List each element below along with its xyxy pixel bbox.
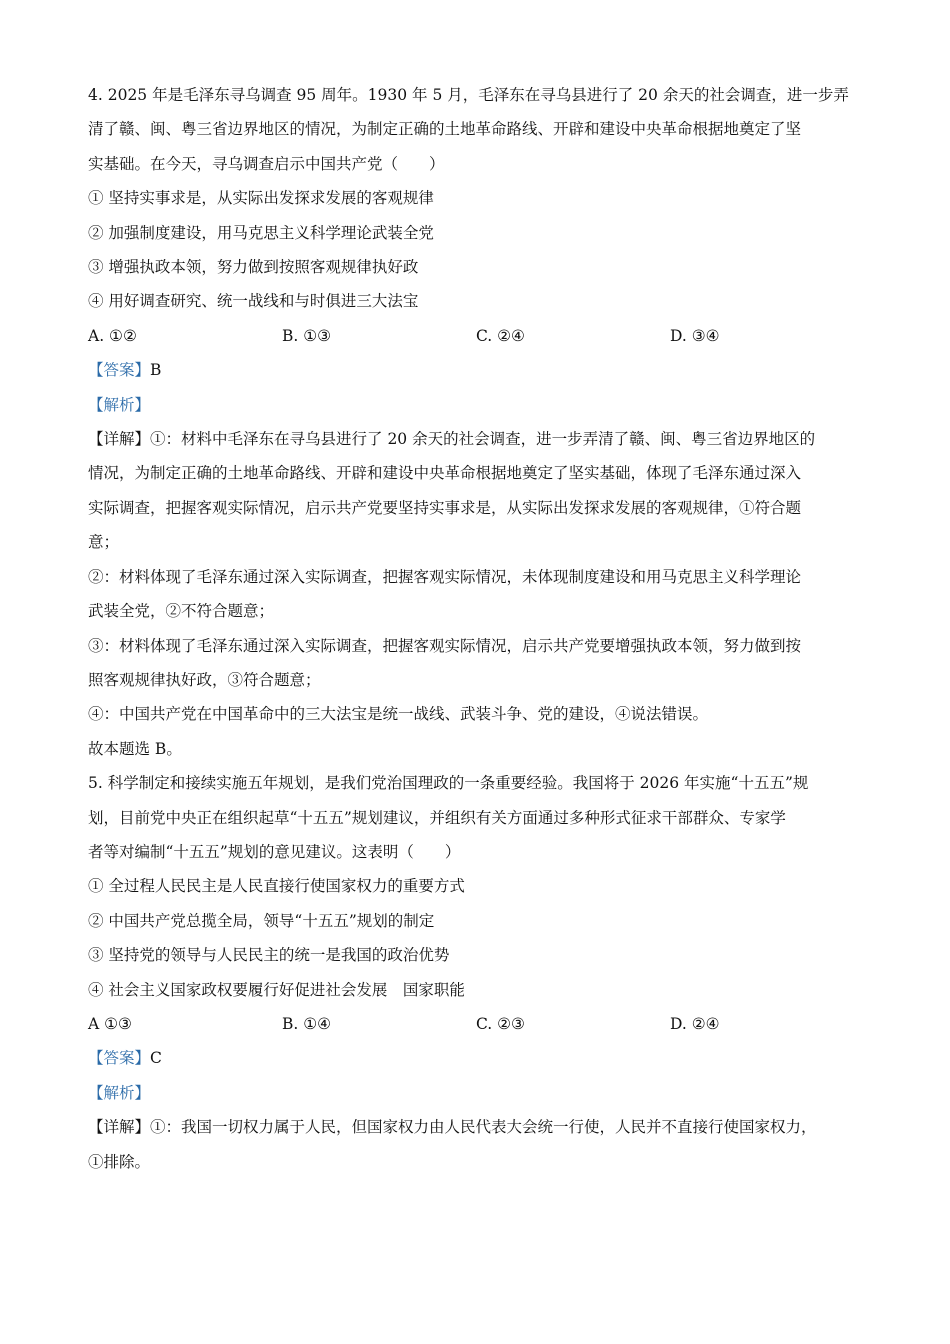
answer-options xyxy=(88,1007,868,1041)
document-page xyxy=(88,78,868,1179)
detail-line xyxy=(88,1110,868,1144)
statement-item: ② 中国共产党总揽全局，领导“十五五”规划的制定 xyxy=(88,911,435,930)
answer-label: 【答案】 xyxy=(88,1049,151,1068)
question-stem: 4. 2025 年是毛泽东寻乌调查 95 周年。1930 年 5 月，毛泽东在寻乌县进行了 20 余天的社会调查，进一步弄 xyxy=(88,86,849,104)
statement-item: ① 坚持实事求是，从实际出发探求发展的客观规律 xyxy=(88,189,434,208)
detail-label: 【详解】 xyxy=(88,430,151,449)
conclusion-text: 故本题选 B。 xyxy=(88,739,182,758)
question-stem: 清了赣、闽、粤三省边界地区的情况，为制定正确的土地革命路线、开辟和建设中央革命根据地奠定了坚 xyxy=(88,120,802,139)
statement-item: ③ 坚持党的领导与人民民主的统一是我国的政治优势 xyxy=(88,946,450,965)
answer-value: B xyxy=(150,361,162,380)
statement-item: ④ 社会主义国家政权要履行好促进社会发展 国家职能 xyxy=(88,980,465,999)
detail-text: ①排除。 xyxy=(88,1152,151,1171)
analysis-label: 【解析】 xyxy=(88,395,151,414)
detail-line xyxy=(88,422,868,456)
statement-item: ① 全过程人民民主是人民直接行使国家权力的重要方式 xyxy=(88,877,465,896)
analysis-line xyxy=(88,388,868,422)
answer-line xyxy=(88,353,868,387)
option-d: D. ②④ xyxy=(670,1014,720,1033)
detail-text: ④：中国共产党在中国革命中的三大法宝是统一战线、武装斗争、党的建设，④说法错误。 xyxy=(88,705,709,724)
option-b: B. ①③ xyxy=(282,326,332,345)
detail-text: ①：我国一切权力属于人民，但国家权力由人民代表大会统一行使，人民并不直接行使国家权力， xyxy=(150,1118,817,1137)
detail-text: 照客观规律执好政，③符合题意； xyxy=(88,670,321,689)
analysis-label: 【解析】 xyxy=(88,1083,151,1102)
option-b: B. ①④ xyxy=(282,1014,332,1033)
question-stem: 划，目前党中央正在组织起草“十五五”规划建议，并组织有关方面通过多种形式征求干部群众、专家学 xyxy=(88,808,786,827)
detail-text: 意； xyxy=(88,533,120,552)
answer-line xyxy=(88,1041,868,1075)
detail-text: 实际调查，把握客观实际情况，启示共产党要坚持实事求是，从实际出发探求发展的客观规律，①符合题 xyxy=(88,498,802,517)
option-c: C. ②④ xyxy=(476,326,525,345)
detail-text: ②：材料体现了毛泽东通过深入实际调查，把握客观实际情况，未体现制度建设和用马克思主义科学理论 xyxy=(88,567,802,586)
question-stem: 实基础。在今天，寻乌调查启示中国共产党（ ） xyxy=(88,154,445,173)
detail-text: ①：材料中毛泽东在寻乌县进行了 20 余天的社会调查，进一步弄清了赣、闽、粤三省边界地区的 xyxy=(150,430,816,449)
option-a: A. ①② xyxy=(88,326,137,345)
question-stem: 5. 科学制定和接续实施五年规划，是我们党治国理政的一条重要经验。我国将于 2026 年实施“十五五”规 xyxy=(88,774,809,793)
detail-text: ③：材料体现了毛泽东通过深入实际调查，把握客观实际情况，启示共产党要增强执政本领，努力做到按 xyxy=(88,636,802,655)
analysis-line xyxy=(88,1076,868,1110)
question-4 xyxy=(88,78,868,766)
question-5 xyxy=(88,766,868,1179)
question-stem: 者等对编制“十五五”规划的意见建议。这表明（ ） xyxy=(88,842,461,861)
statement-item: ② 加强制度建设，用马克思主义科学理论武装全党 xyxy=(88,223,434,242)
detail-text: 情况，为制定正确的土地革命路线、开辟和建设中央革命根据地奠定了坚实基础，体现了毛泽东通过深入 xyxy=(88,464,802,483)
option-d: D. ③④ xyxy=(670,326,720,345)
answer-value: C xyxy=(150,1049,162,1068)
statement-item: ③ 增强执政本领，努力做到按照客观规律执好政 xyxy=(88,258,419,277)
option-a: A ①③ xyxy=(88,1014,132,1033)
statement-item: ④ 用好调查研究、统一战线和与时俱进三大法宝 xyxy=(88,292,419,311)
detail-label: 【详解】 xyxy=(88,1118,151,1137)
option-c: C. ②③ xyxy=(476,1014,525,1033)
detail-text: 武装全党，②不符合题意； xyxy=(88,602,275,621)
answer-label: 【答案】 xyxy=(88,361,151,380)
answer-options xyxy=(88,319,868,353)
